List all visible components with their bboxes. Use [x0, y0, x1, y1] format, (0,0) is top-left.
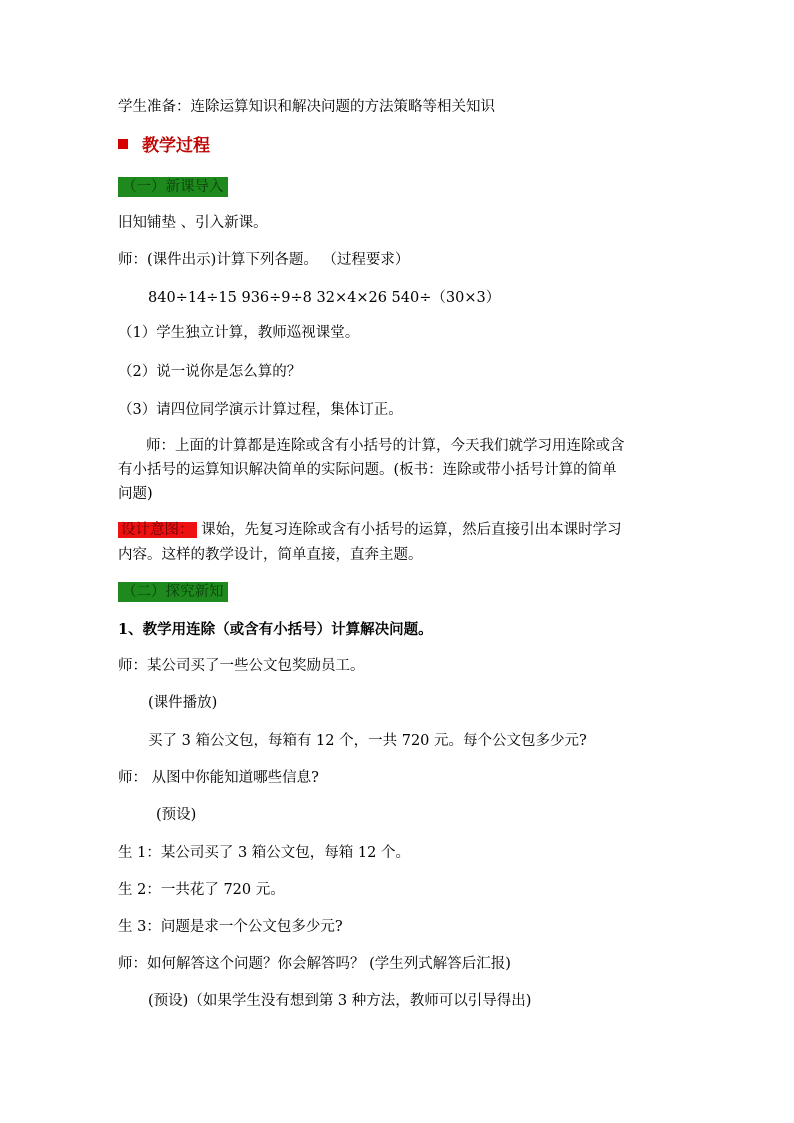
student-answer-1: 生 1：某公司买了 3 箱公文包，每箱 12 个。: [118, 845, 410, 861]
student-answer-2: 生 2：一共花了 720 元。: [118, 882, 285, 898]
teacher-para-line-2: 有小括号的运算知识解决简单的实际问题。(板书：连除或带小括号计算的简单: [118, 462, 617, 478]
teacher-para-line-1: 师：上面的计算都是连除或含有小括号的计算，今天我们就学习用连除或含: [146, 438, 625, 454]
student-answer-3: 生 3：问题是求一个公文包多少元?: [118, 919, 343, 935]
preset-note-1: (预设): [156, 807, 197, 823]
design-intent-label: 设计意图：: [118, 522, 197, 538]
section-heading-text: 教学过程: [142, 136, 210, 156]
tag-explore: （二）探究新知: [118, 582, 228, 602]
red-square-bullet-icon: [118, 139, 128, 149]
word-problem: 买了 3 箱公文包，每箱有 12 个，一共 720 元。每个公文包多少元?: [148, 733, 587, 749]
step-3: （3）请四位同学演示计算过程，集体订正。: [118, 402, 403, 418]
step-2: （2）说一说你是怎么算的？: [118, 364, 302, 380]
design-intent-line-1: [118, 520, 622, 540]
teacher-para-line-3: 问题): [118, 486, 153, 502]
tag-new-lesson: （一）新课导入: [118, 177, 228, 197]
subsection-1-title: 1、教学用连除（或含有小括号）计算解决问题。: [118, 621, 433, 638]
design-intent-line-2: 内容。这样的教学设计，简单直接，直奔主题。: [118, 547, 423, 563]
step-1: （1）学生独立计算，教师巡视课堂。: [118, 325, 360, 341]
section-heading: [118, 135, 210, 157]
design-intent-text-1: 课始，先复习连除或含有小括号的运算，然后直接引出本课时学习: [196, 522, 622, 538]
teacher-line-5: 师：如何解答这个问题？你会解答吗？ (学生列式解答后汇报): [118, 956, 511, 972]
courseware-note: (课件播放): [148, 695, 218, 711]
calc-problems: 840÷14÷15 936÷9÷8 32×4×26 540÷（30×3）: [148, 290, 501, 306]
preset-note-2: (预设)（如果学生没有想到第 3 种方法，教师可以引导得出): [148, 993, 532, 1009]
student-prep-text: 学生准备：连除运算知识和解决问题的方法策略等相关知识: [118, 99, 495, 115]
teacher-line-4: 师： 从图中你能知道哪些信息?: [118, 770, 319, 786]
teacher-line-3: 师：某公司买了一些公文包奖励员工。: [118, 658, 365, 674]
teacher-line-1: 师：(课件出示)计算下列各题。 （过程要求）: [118, 252, 410, 268]
intro-text: 旧知铺垫 、引入新课。: [118, 215, 268, 231]
